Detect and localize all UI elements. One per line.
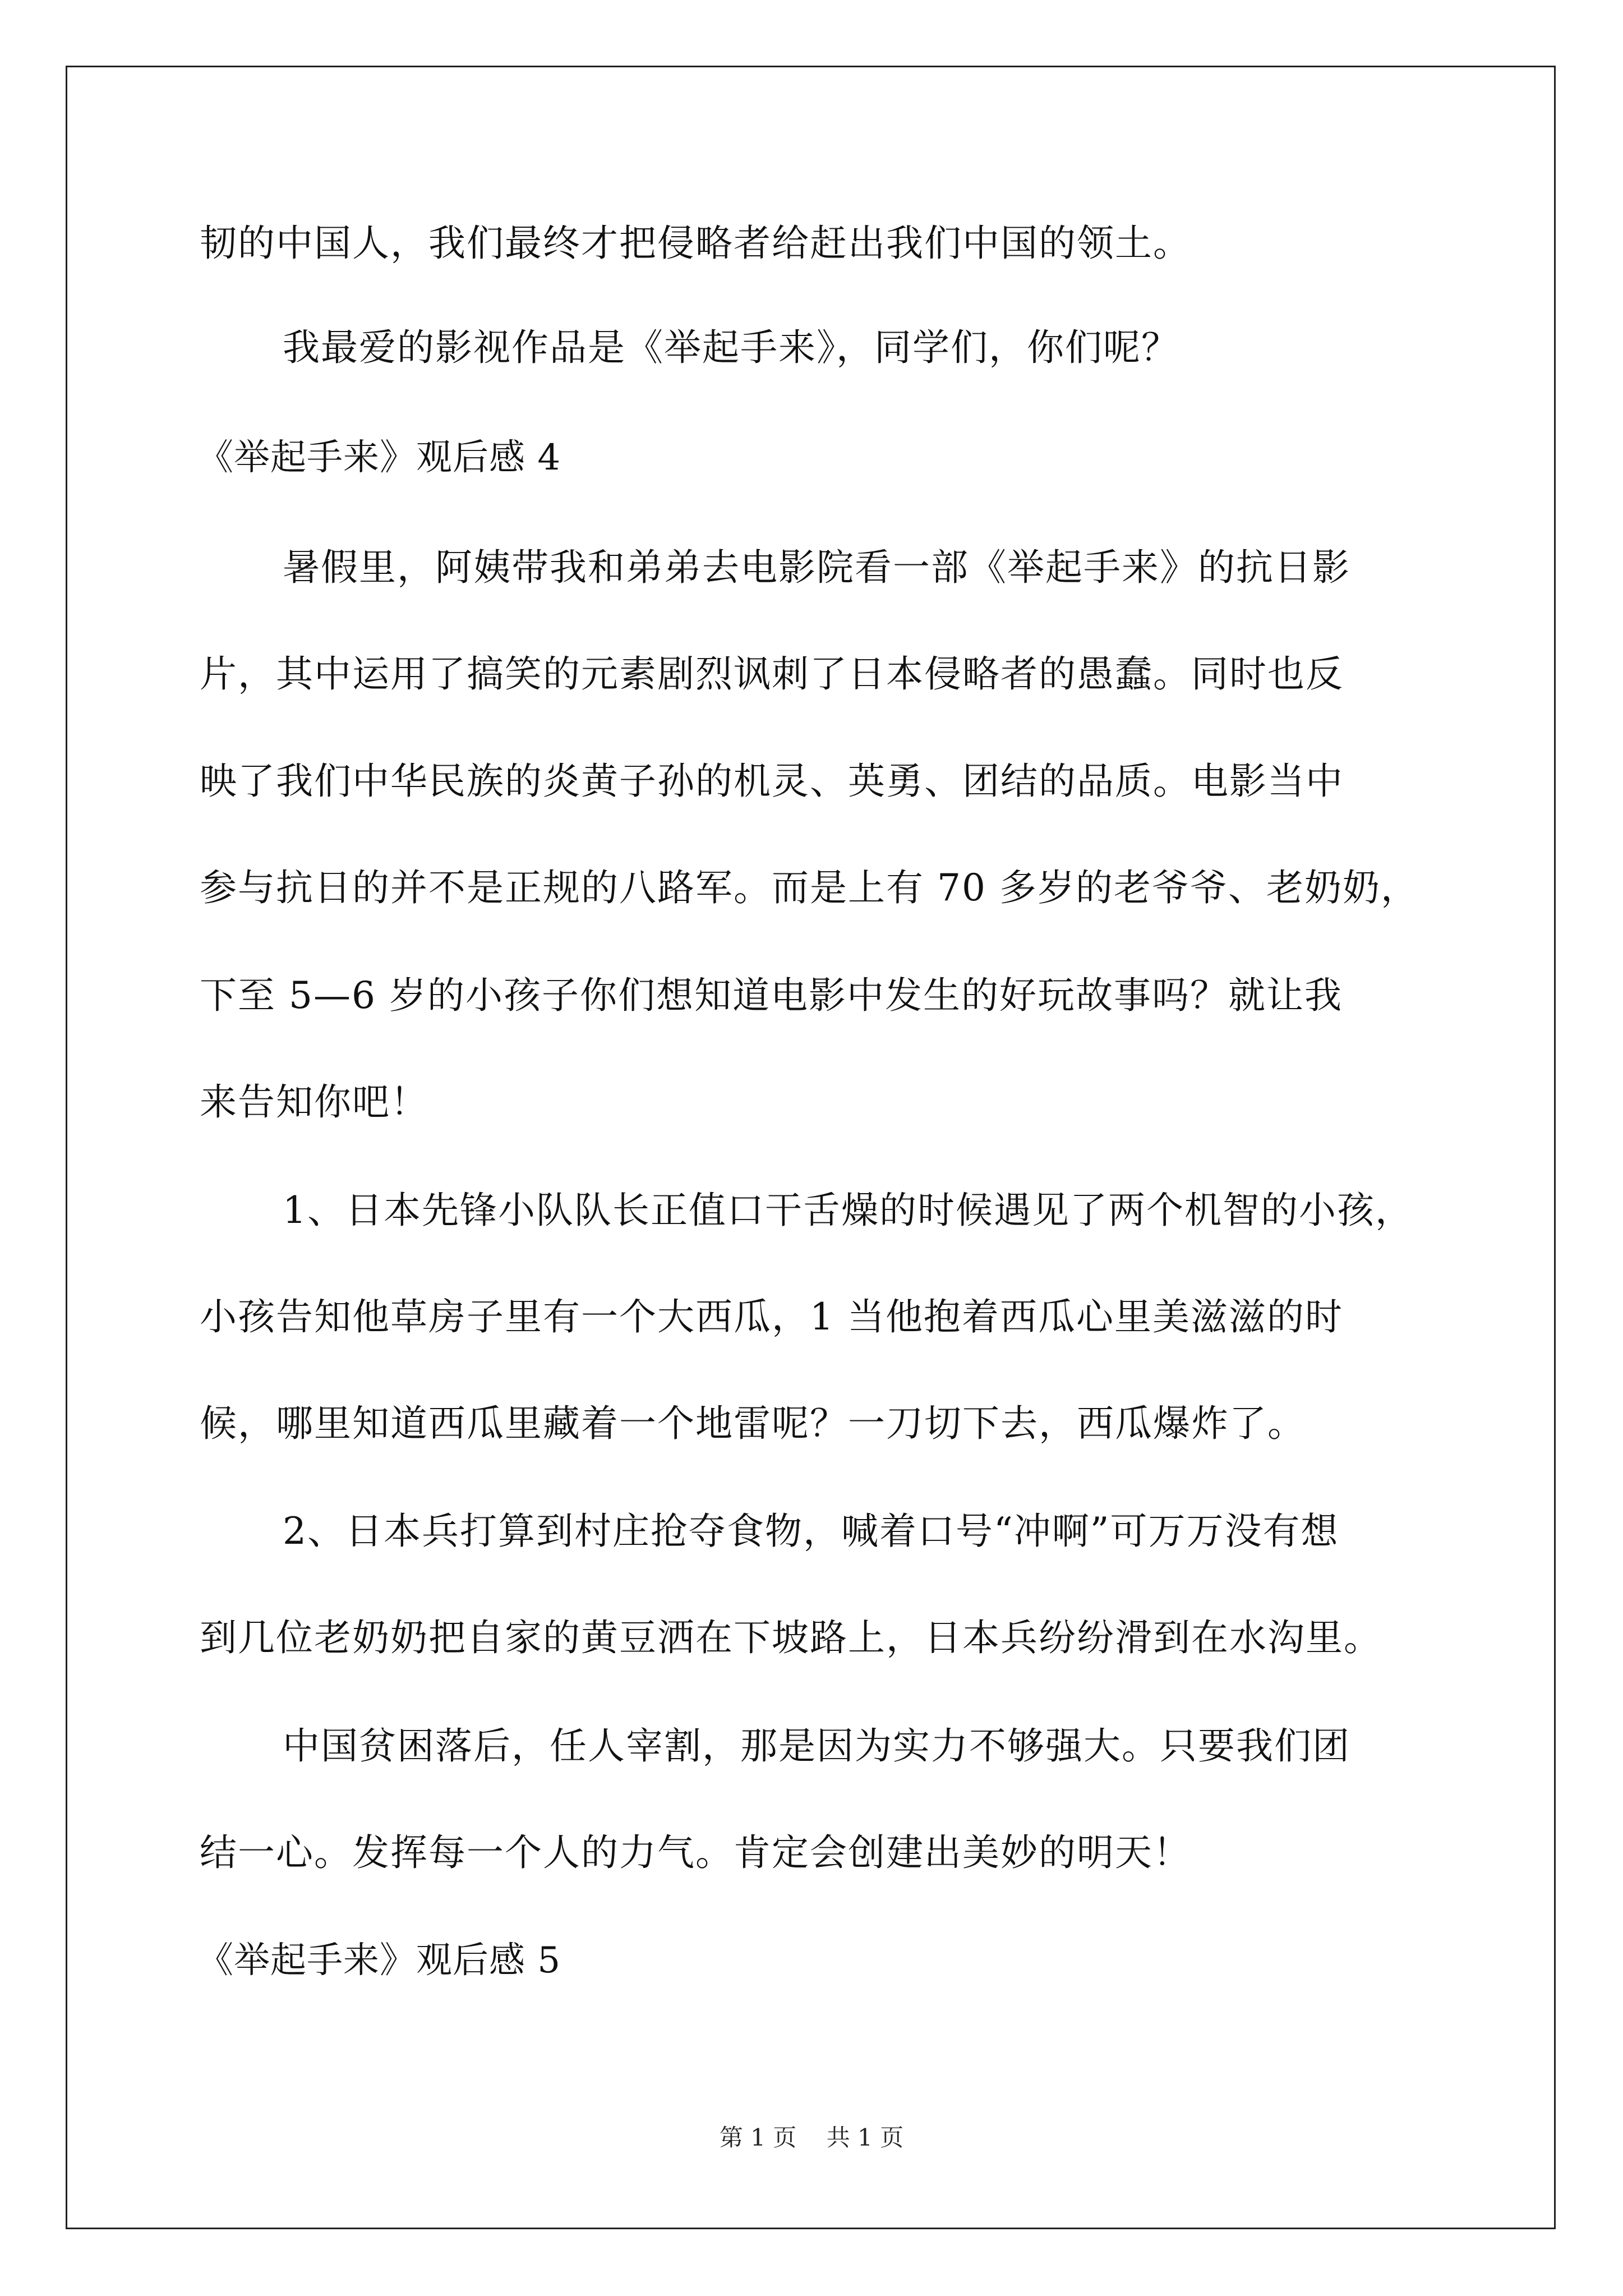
body-line-12: 候，哪里知道西瓜里藏着一个地雷呢？一刀切下去，西瓜爆炸了。	[200, 1402, 1306, 1445]
body-line-1: 韧的中国人，我们最终才把侵略者给赶出我们中国的领土。	[200, 222, 1191, 265]
body-line-4: 暑假里，阿姨带我和弟弟去电影院看一部《举起手来》的抗日影	[283, 546, 1350, 589]
body-line-16: 结一心。发挥每一个人的力气。肯定会创建出美妙的明天！	[200, 1831, 1191, 1874]
page-footer: 第 1 页 共 1 页	[719, 2124, 904, 2151]
body-line-15: 中国贫困落后，任人宰割，那是因为实力不够强大。只要我们团	[283, 1724, 1350, 1768]
body-line-9: 来告知你吧！	[200, 1080, 428, 1124]
body-line-14: 到几位老奶奶把自家的黄豆洒在下坡路上，日本兵纷纷滑到在水沟里。	[200, 1616, 1382, 1659]
body-line-11: 小孩告知他草房子里有一个大西瓜，1 当他抱着西瓜心里美滋滋的时	[200, 1295, 1343, 1338]
body-line-13: 2、日本兵打算到村庄抢夺食物，喊着口号“冲啊”可万万没有想	[283, 1510, 1339, 1553]
body-line-5: 片，其中运用了搞笑的元素剧烈讽刺了日本侵略者的愚蠢。同时也反	[200, 652, 1344, 696]
body-line-7: 参与抗日的并不是正规的八路军。而是上有 70 多岁的老爷爷、老奶奶，	[200, 866, 1419, 909]
body-line-10: 1、日本先锋小队队长正值口干舌燥的时候遇见了两个机智的小孩，	[283, 1189, 1413, 1232]
body-line-6: 映了我们中华民族的炎黄子孙的机灵、英勇、团结的品质。电影当中	[200, 760, 1344, 803]
section-heading-5: 《举起手来》观后感 5	[197, 1940, 561, 1981]
page-border	[66, 66, 1556, 2229]
body-line-2: 我最爱的影视作品是《举起手来》，同学们，你们呢？	[283, 326, 1179, 369]
body-line-8: 下至 5—6 岁的小孩子你们想知道电影中发生的好玩故事吗？就让我	[200, 974, 1343, 1017]
section-heading-4: 《举起手来》观后感 4	[197, 437, 561, 478]
